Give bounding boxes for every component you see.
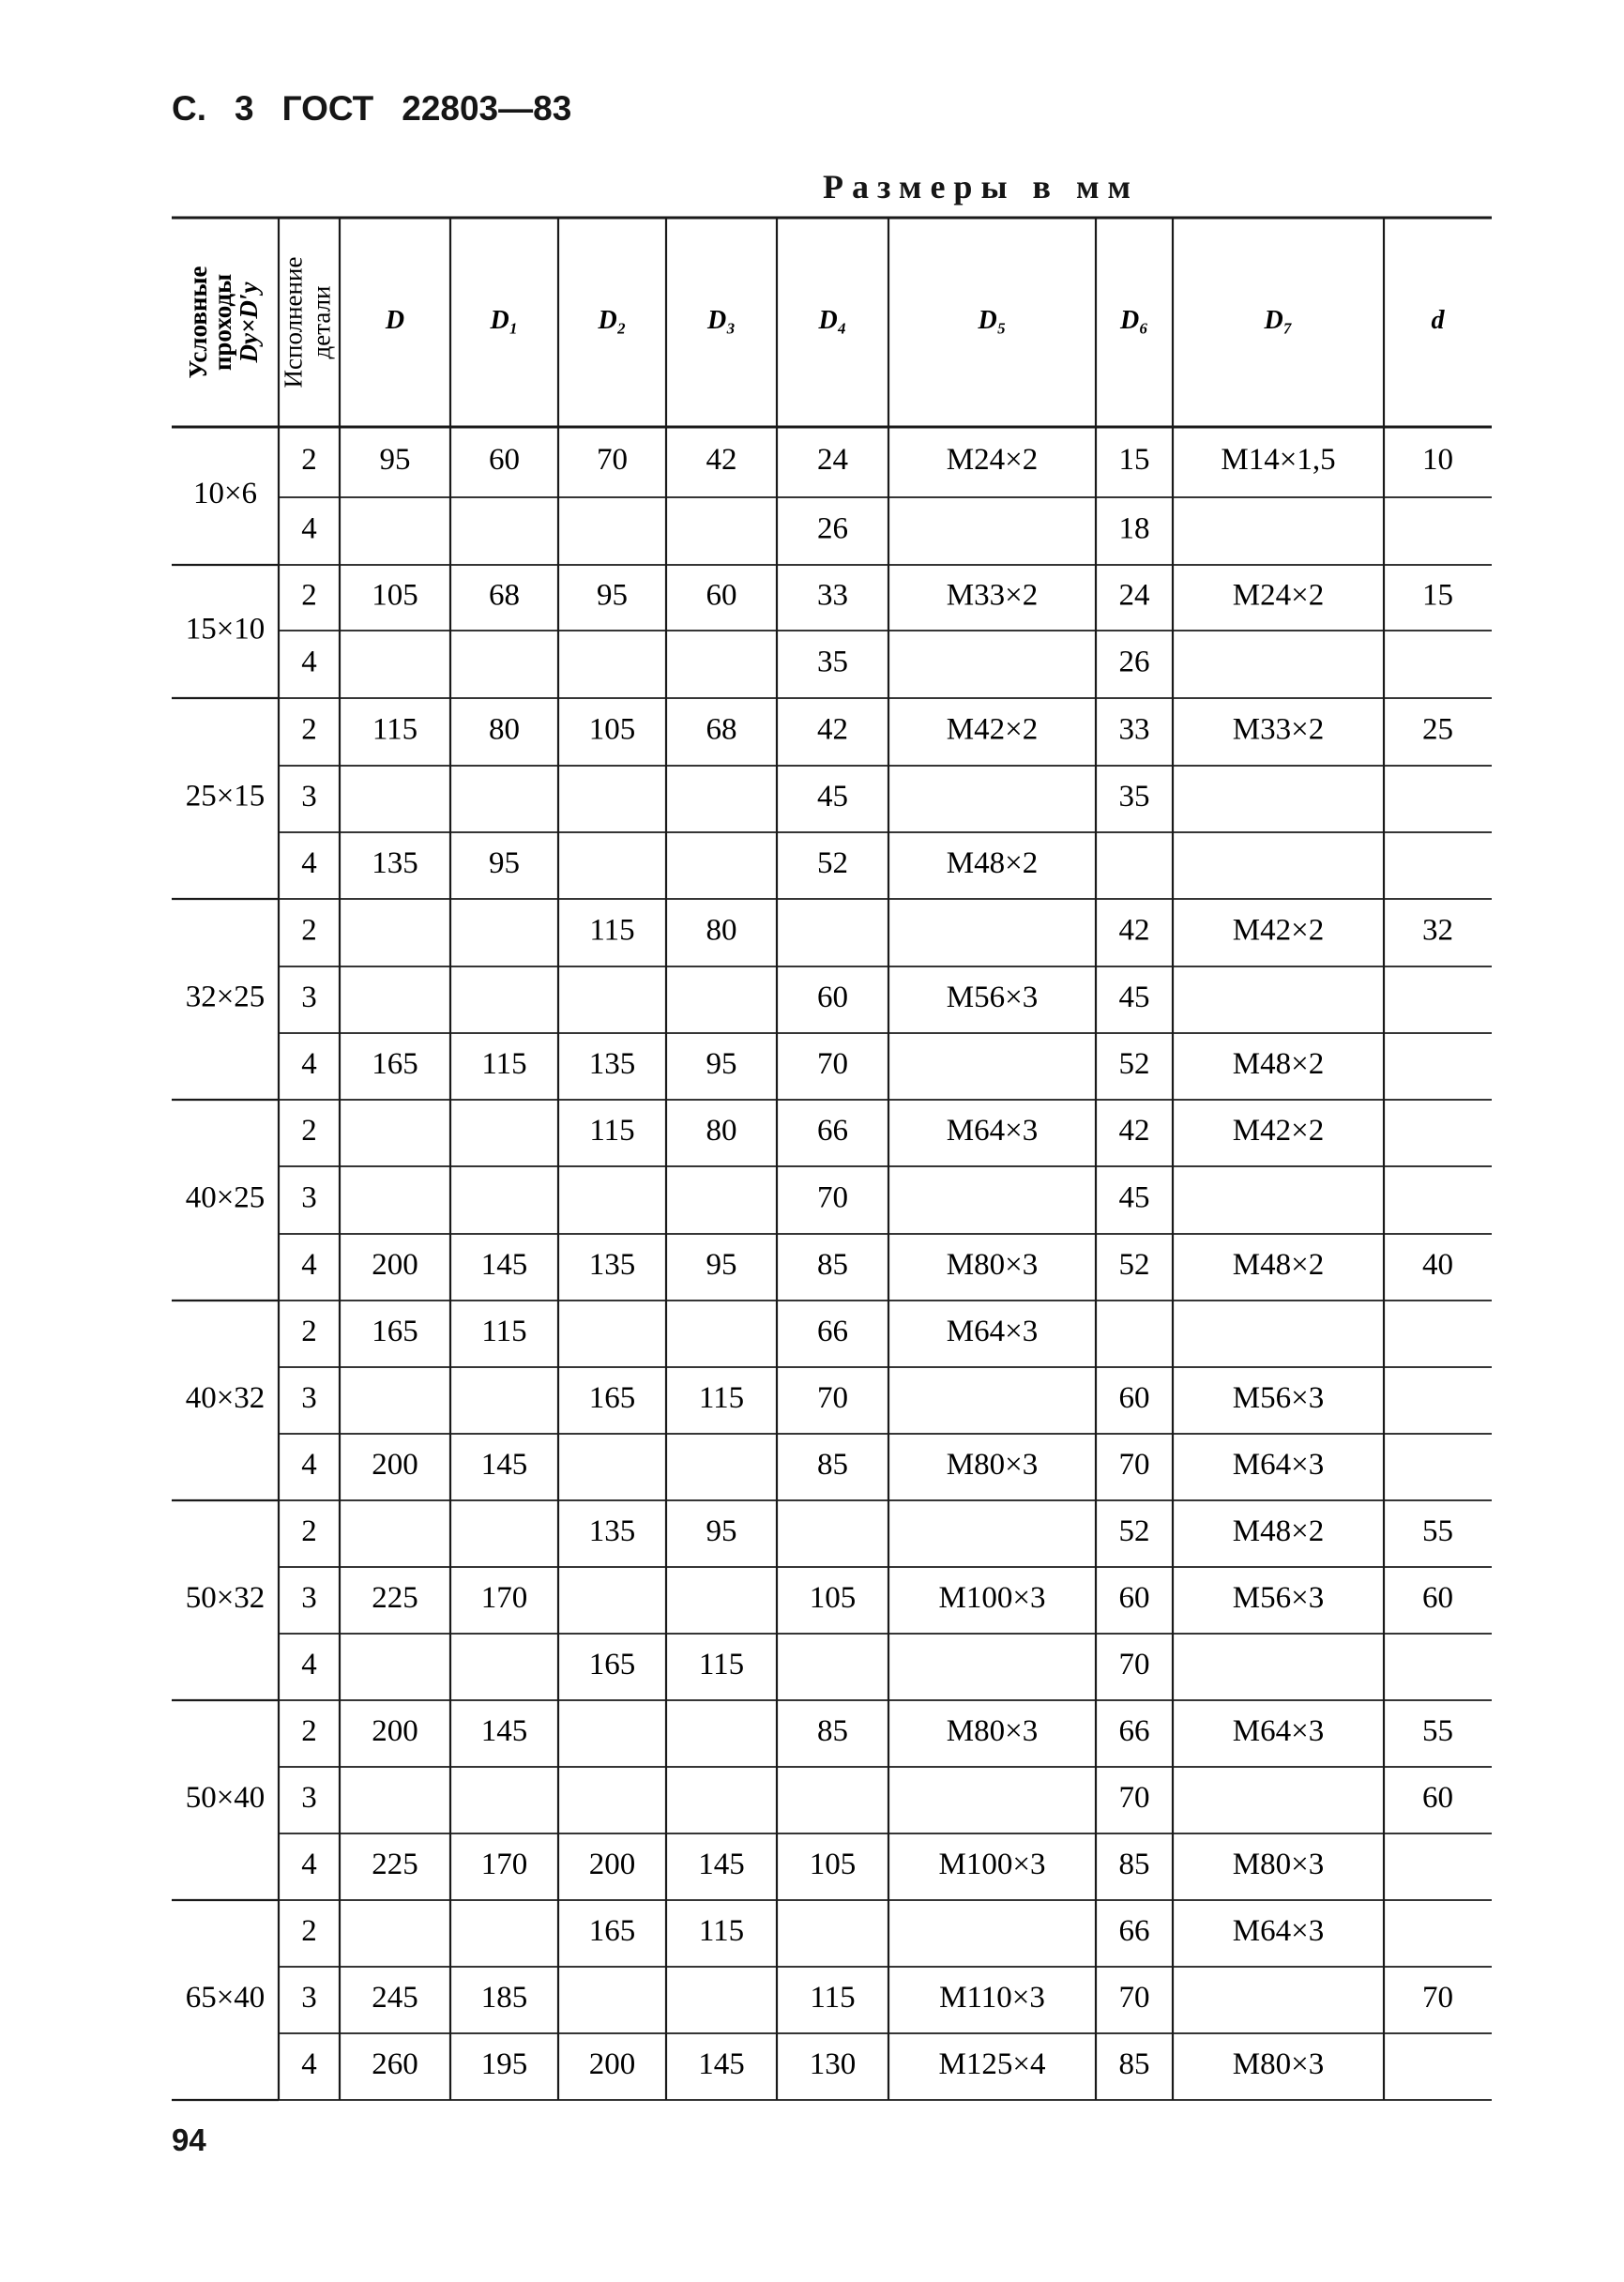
table-cell: M100×3: [938, 1848, 1046, 1882]
table-cell: 35: [817, 645, 848, 679]
table-cell: M125×4: [938, 2047, 1046, 2082]
table-cell: 135: [372, 846, 418, 881]
table-cell: M56×3: [946, 981, 1039, 1015]
table-cell: 26: [817, 511, 848, 546]
table-cell: 15: [1422, 578, 1453, 613]
table-cell: 42: [817, 712, 848, 747]
table-cell: 115: [698, 1648, 745, 1682]
table-cell: 170: [480, 1848, 528, 1882]
table-cell: 85: [817, 1714, 848, 1749]
table-cell: 185: [480, 1981, 528, 2016]
table-cell: 60: [817, 981, 848, 1015]
table-cell: 4: [301, 1248, 317, 1283]
table-cell: 95: [706, 1248, 737, 1283]
table-cell: 10: [1422, 443, 1453, 478]
table-cell: 4: [301, 511, 317, 546]
table-cell: 170: [480, 1581, 528, 1616]
table-cell: 145: [698, 2047, 745, 2082]
table-cell: 115: [810, 1981, 856, 2016]
table-cell: 52: [1118, 1047, 1150, 1082]
table-cell: 115: [589, 1114, 635, 1149]
table-cell: 42: [706, 443, 737, 478]
table-cell: 135: [588, 1514, 636, 1549]
table-cell: 145: [480, 1248, 528, 1283]
table-cell: 55: [1422, 1714, 1453, 1749]
table-cell: M100×3: [938, 1581, 1046, 1616]
table-cell: 115: [698, 1914, 745, 1949]
table-cell: 60: [706, 578, 737, 613]
table-cell: 55: [1422, 1514, 1453, 1549]
header-col-D₅: D₅: [978, 305, 1007, 335]
table-cell: M48×2: [946, 846, 1039, 881]
table-cell: 115: [589, 913, 635, 948]
table-cell: 2: [301, 1315, 317, 1349]
table-cell: 3: [301, 780, 317, 814]
table-cell: 70: [597, 443, 628, 478]
table-cell: 85: [1118, 1848, 1150, 1882]
header-col-nominal-bore: Условные: [184, 266, 213, 379]
table-cell: 165: [372, 1315, 418, 1349]
table-cell: 115: [698, 1381, 745, 1416]
table-cell: 2: [301, 443, 317, 478]
table-cell: 225: [372, 1848, 418, 1882]
group-label: 50×40: [185, 1781, 266, 1816]
table-cell: 225: [372, 1581, 418, 1616]
table-cell: 4: [301, 846, 317, 881]
table-cell: 70: [1118, 1448, 1150, 1483]
table-cell: 85: [817, 1448, 848, 1483]
table-cell: M42×2: [1232, 913, 1325, 948]
table-cell: 165: [588, 1381, 636, 1416]
table-cell: 3: [301, 1381, 317, 1416]
group-label: 15×10: [185, 612, 266, 647]
group-label: 50×32: [185, 1581, 266, 1616]
table-cell: 2: [301, 1114, 317, 1149]
table-cell: M80×3: [946, 1714, 1039, 1749]
table-cell: 52: [1118, 1248, 1150, 1283]
table-cell: 60: [1422, 1581, 1453, 1616]
table-cell: 135: [588, 1248, 636, 1283]
table-cell: 66: [1118, 1914, 1150, 1949]
table-cell: 60: [1118, 1381, 1150, 1416]
header-col-D₆: D₆: [1120, 305, 1148, 335]
table-cell: 33: [817, 578, 848, 613]
table-cell: 195: [480, 2047, 528, 2082]
table-cell: 2: [301, 1514, 317, 1549]
table-cell: 4: [301, 1448, 317, 1483]
table-cell: M33×2: [946, 578, 1039, 613]
header-col-version: детали: [307, 285, 336, 359]
table-cell: 95: [597, 578, 628, 613]
table-cell: 3: [301, 1581, 317, 1616]
table-cell: M48×2: [1232, 1248, 1325, 1283]
table-cell: 105: [372, 578, 418, 613]
table-cell: 115: [481, 1047, 527, 1082]
table-cell: 95: [379, 443, 411, 478]
table-cell: 70: [1422, 1981, 1453, 2016]
table-cell: 35: [1118, 780, 1150, 814]
table-cell: M110×3: [939, 1981, 1045, 2016]
table-cell: 200: [588, 2047, 636, 2082]
table-cell: 4: [301, 645, 317, 679]
table-cell: M42×2: [1232, 1114, 1325, 1149]
table-cell: 95: [706, 1514, 737, 1549]
header-col-D₂: D₂: [598, 305, 627, 335]
table-cell: 200: [372, 1248, 418, 1283]
table-cell: 52: [1118, 1514, 1150, 1549]
table-cell: M80×3: [946, 1248, 1039, 1283]
table-cell: 70: [817, 1180, 848, 1215]
header-col-D₄: D₄: [818, 305, 847, 335]
table-cell: 70: [1118, 1781, 1150, 1816]
table-cell: 105: [809, 1848, 857, 1882]
table-cell: 145: [698, 1848, 745, 1882]
group-label: 40×25: [185, 1180, 266, 1215]
table-cell: 60: [489, 443, 520, 478]
table-cell: 66: [1118, 1714, 1150, 1749]
header-col-nominal-bore: Dу×D′у: [235, 281, 264, 363]
table-cell: 18: [1118, 511, 1150, 546]
table-cell: 70: [1118, 1648, 1150, 1682]
table-cell: 60: [1118, 1581, 1150, 1616]
table-cell: 33: [1118, 712, 1150, 747]
table-cell: 45: [1118, 981, 1150, 1015]
table-cell: M14×1,5: [1221, 443, 1336, 478]
table-cell: 2: [301, 1714, 317, 1749]
table-cell: 2: [301, 1914, 317, 1949]
table-cell: 165: [588, 1914, 636, 1949]
table-cell: 70: [817, 1047, 848, 1082]
table-cell: 135: [588, 1047, 636, 1082]
table-cell: M48×2: [1232, 1514, 1325, 1549]
table-cell: 42: [1118, 1114, 1150, 1149]
table-cell: M48×2: [1232, 1047, 1325, 1082]
group-label: 10×6: [192, 477, 258, 511]
table-cell: M64×3: [946, 1315, 1039, 1349]
table-cell: M56×3: [1232, 1381, 1325, 1416]
table-cell: 25: [1422, 712, 1453, 747]
table-cell: 4: [301, 1047, 317, 1082]
table-cell: M24×2: [1232, 578, 1325, 613]
header-col-D₁: D₁: [490, 305, 519, 335]
table-cell: 66: [817, 1315, 848, 1349]
table-cell: 60: [1422, 1781, 1453, 1816]
table-cell: 95: [489, 846, 520, 881]
table-cell: 80: [489, 712, 520, 747]
table-cell: 85: [817, 1248, 848, 1283]
header-col-D: D: [385, 305, 405, 335]
table-cell: 105: [588, 712, 636, 747]
table-cell: 115: [372, 712, 418, 747]
units-caption: Размеры в мм: [822, 168, 1140, 205]
table-cell: M64×3: [1232, 1714, 1325, 1749]
table-cell: M56×3: [1232, 1581, 1325, 1616]
group-label: 40×32: [185, 1381, 266, 1416]
table-cell: M80×3: [1232, 2047, 1325, 2082]
table-cell: M64×3: [946, 1114, 1039, 1149]
page-number: 3: [235, 89, 254, 128]
table-cell: M24×2: [946, 443, 1039, 478]
table-cell: 85: [1118, 2047, 1150, 2082]
table-cell: 45: [817, 780, 848, 814]
table-cell: 68: [706, 712, 737, 747]
table-cell: M80×3: [1232, 1848, 1325, 1882]
page-label: С.: [172, 89, 206, 128]
table-cell: 4: [301, 1648, 317, 1682]
page-folio: 94: [172, 2122, 206, 2157]
table-cell: 70: [1118, 1981, 1150, 2016]
table-cell: 66: [817, 1114, 848, 1149]
table-cell: 2: [301, 712, 317, 747]
table-cell: 42: [1118, 913, 1150, 948]
table-cell: 105: [809, 1581, 857, 1616]
standard-number: 22803—83: [402, 89, 572, 128]
table-cell: 32: [1422, 913, 1453, 948]
table-cell: 68: [489, 578, 520, 613]
table-cell: 80: [706, 1114, 737, 1149]
standard-label: ГОСТ: [281, 89, 374, 128]
header-col-version: Исполнение: [279, 256, 308, 388]
table-cell: 200: [588, 1848, 636, 1882]
table-cell: 115: [481, 1315, 527, 1349]
table-cell: 165: [372, 1047, 418, 1082]
table-cell: 95: [706, 1047, 737, 1082]
group-label: 32×25: [185, 980, 266, 1014]
header-col-D₃: D₃: [707, 305, 736, 335]
table-cell: M64×3: [1232, 1448, 1325, 1483]
table-cell: 200: [372, 1714, 418, 1749]
table-cell: 260: [372, 2047, 418, 2082]
table-cell: 80: [706, 913, 737, 948]
table-cell: 70: [817, 1381, 848, 1416]
table-cell: 26: [1118, 645, 1150, 679]
table-cell: 200: [372, 1448, 418, 1483]
table-cell: M80×3: [946, 1448, 1039, 1483]
table-cell: 52: [817, 846, 848, 881]
header-col-D₇: D₇: [1264, 305, 1293, 335]
table-cell: 40: [1422, 1248, 1453, 1283]
table-cell: M42×2: [946, 712, 1039, 747]
table-cell: 3: [301, 1781, 317, 1816]
table-cell: 15: [1118, 443, 1150, 478]
table-cell: 24: [1118, 578, 1150, 613]
header-col-d: d: [1431, 305, 1445, 335]
table-cell: M33×2: [1232, 712, 1325, 747]
table-cell: 3: [301, 1180, 317, 1215]
header-col-nominal-bore: проходы: [208, 273, 237, 372]
table-cell: 165: [588, 1648, 636, 1682]
table-cell: M64×3: [1232, 1914, 1325, 1949]
group-label: 25×15: [185, 779, 266, 814]
table-cell: 4: [301, 1848, 317, 1882]
table-cell: 2: [301, 578, 317, 613]
table-cell: 2: [301, 913, 317, 948]
table-cell: 3: [301, 981, 317, 1015]
table-cell: 245: [372, 1981, 418, 2016]
table-cell: 145: [480, 1448, 528, 1483]
table-cell: 145: [480, 1714, 528, 1749]
group-label: 65×40: [185, 1981, 266, 2016]
table-cell: 3: [301, 1981, 317, 2016]
table-cell: 130: [809, 2047, 857, 2082]
table-cell: 45: [1118, 1180, 1150, 1215]
table-cell: 4: [301, 2047, 317, 2082]
table-cell: 24: [817, 443, 848, 478]
